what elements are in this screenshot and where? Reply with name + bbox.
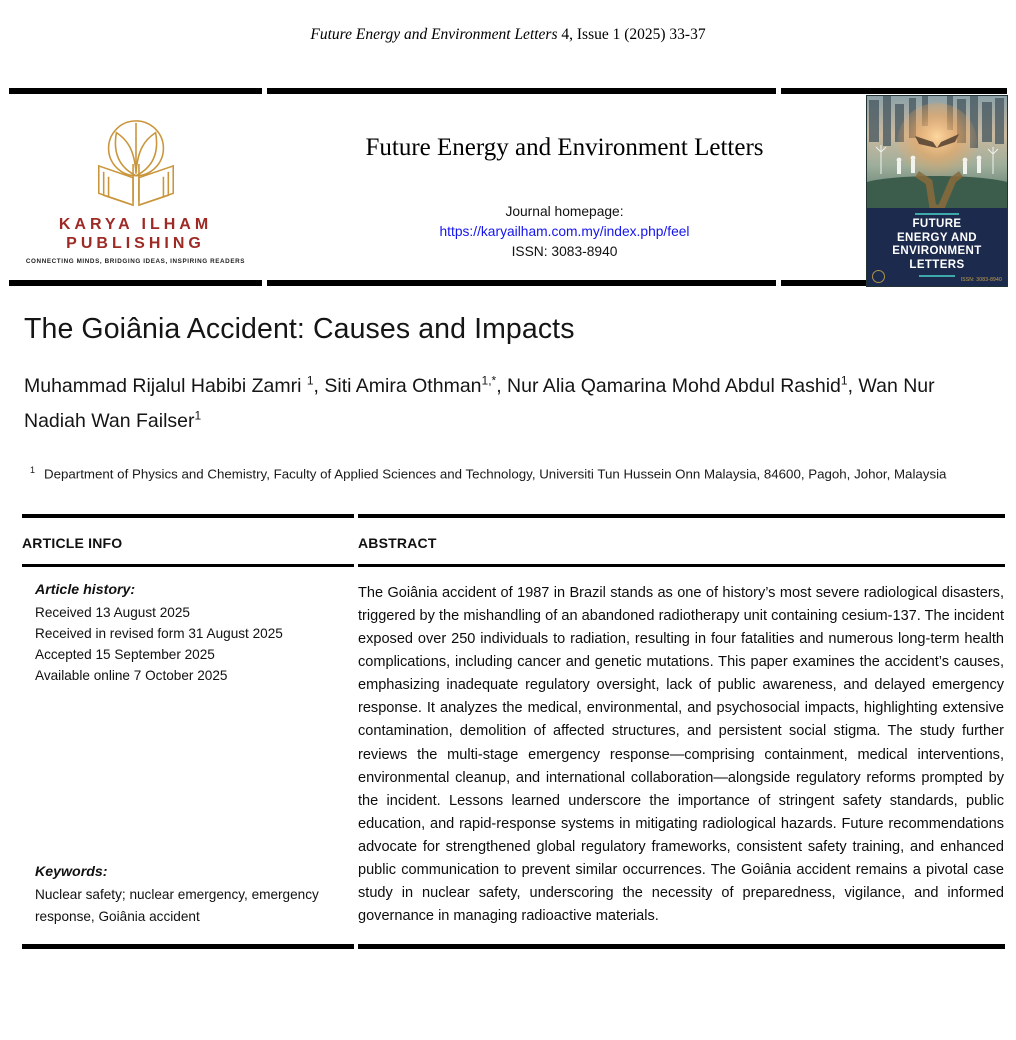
keywords-label: Keywords: <box>35 864 108 881</box>
publisher-tree-book-icon <box>77 115 195 211</box>
affiliation-text: Department of Physics and Chemistry, Faculty of Applied Sciences and Technology, Universiti Tun Hussein Onn Malaysia, 84600, Pagoh, Johor, Malaysia <box>44 466 947 482</box>
cover-title-panel <box>867 208 1007 286</box>
journal-cover-thumbnail <box>867 96 1007 286</box>
journal-header-center <box>262 94 867 280</box>
keywords-text: Nuclear safety; nuclear emergency, emergency response, Goiânia accident <box>35 887 319 925</box>
author-1: Muhammad Rijalul Habibi Zamri $^1$, <box>24 373 325 397</box>
author-1-affiliation-mark: 1 <box>306 373 314 387</box>
publisher-name <box>59 215 212 253</box>
history-revised: Received in revised form 31 August 2025 <box>35 625 283 641</box>
running-head-journal-name: Future Energy and Environment Letters <box>310 26 558 43</box>
header-bottom-rule <box>0 280 1016 286</box>
cover-issn: ISSN: 3083-8940 <box>960 277 1002 283</box>
author-list <box>24 365 992 436</box>
journal-homepage-block <box>262 202 867 262</box>
history-available-online: Available online 7 October 2025 <box>35 667 228 683</box>
cover-top-line <box>915 213 959 215</box>
history-accepted: Accepted 15 September 2025 <box>35 646 215 662</box>
journal-homepage-link[interactable]: https://karyailham.com.my/index.php/feel <box>439 224 690 239</box>
running-head-issue-info: 4, Issue 1 (2025) 33-37 <box>557 26 706 43</box>
abstract-heading: ABSTRACT <box>358 535 437 552</box>
author-3-affiliation-mark: 1 <box>840 373 848 387</box>
info-table-mid-rule <box>22 564 1005 567</box>
cover-photo-collage <box>867 96 1007 208</box>
author-4: Wan Nur Nadiah Wan Failser$^1$ <box>24 374 935 432</box>
history-received: Received 13 August 2025 <box>35 604 190 620</box>
info-table-header <box>22 518 1005 564</box>
affiliation <box>24 461 992 483</box>
article-history-label: Article history: <box>35 581 136 598</box>
author-2-affiliation-mark: 1,* <box>481 373 497 387</box>
author-3: Nur Alia Qamarina Mohd Abdul Rashid$^1$, <box>507 373 853 397</box>
publisher-name-line2: PUBLISHING <box>66 235 205 252</box>
journal-homepage-label: Journal homepage: <box>505 204 624 219</box>
journal-title: Future Energy and Environment Letters <box>365 134 764 161</box>
info-table-bottom-rule <box>22 944 1005 949</box>
cover-footer <box>867 270 1007 283</box>
affiliation-mark: 1 <box>30 465 36 475</box>
info-table-body <box>22 567 1005 944</box>
keywords-block <box>35 864 338 928</box>
cover-journal-title: FUTURE ENERGY AND ENVIRONMENT LETTERS <box>892 218 982 271</box>
article-info-column <box>22 582 358 928</box>
article-info-table <box>22 514 1005 948</box>
journal-issn: ISSN: 3083-8940 <box>511 244 618 259</box>
article-history-block <box>35 582 338 686</box>
publisher-tagline: CONNECTING MINDS, BRIDGING IDEAS, INSPIRING READERS <box>25 258 246 265</box>
journal-header-banner <box>0 94 1016 283</box>
article-info-heading: ARTICLE INFO <box>22 535 123 552</box>
author-2: Siti Amira Othman$^{1,*}$, <box>324 373 508 397</box>
cover-publisher-mini-logo <box>872 270 885 283</box>
article-title: The Goiânia Accident: Causes and Impacts <box>24 313 575 345</box>
running-head <box>0 0 1016 44</box>
abstract-text: The Goiânia accident of 1987 in Brazil stands as one of history’s most severe radiological disasters, triggered by the mishandling of an abandoned radiotherapy unit containing cesium-137. The incident exposed over 250 individuals to radiation, resulting in four fatalities and numerous long-term health complications, including cancer and genetic mutations. This paper examines the accident’s causes, emphasizing inadequate regulatory oversight, lack of public awareness, and delayed emergency response. It analyzes the medical, environmental, and psychosocial impacts, highlighting extensive contamination, demolition of affected structures, and persistent social stigma. The study further reviews the multi-stage emergency response—comprising containment, medical interventions, environmental cleanup, and international collaboration—alongside regulatory reforms prompted by the incident. Lessons learned underscore the importance of stringent safety standards, public education, and rapid-response systems in mitigating radiological hazards. Future recommendations advocate for strengthened global regulatory frameworks, consistent safety training, and enhanced public communication to prevent similar occurrences. The Goiânia accident remains a pivotal case study in nuclear safety, underscoring the necessity of preparedness, vigilance, and informed governance in managing radioactive materials. <box>358 584 1004 925</box>
publisher-name-line1: KARYA ILHAM <box>58 216 213 233</box>
author-4-affiliation-mark: 1 <box>194 408 202 423</box>
publisher-logo-block <box>9 94 262 280</box>
abstract-column <box>358 582 1005 928</box>
